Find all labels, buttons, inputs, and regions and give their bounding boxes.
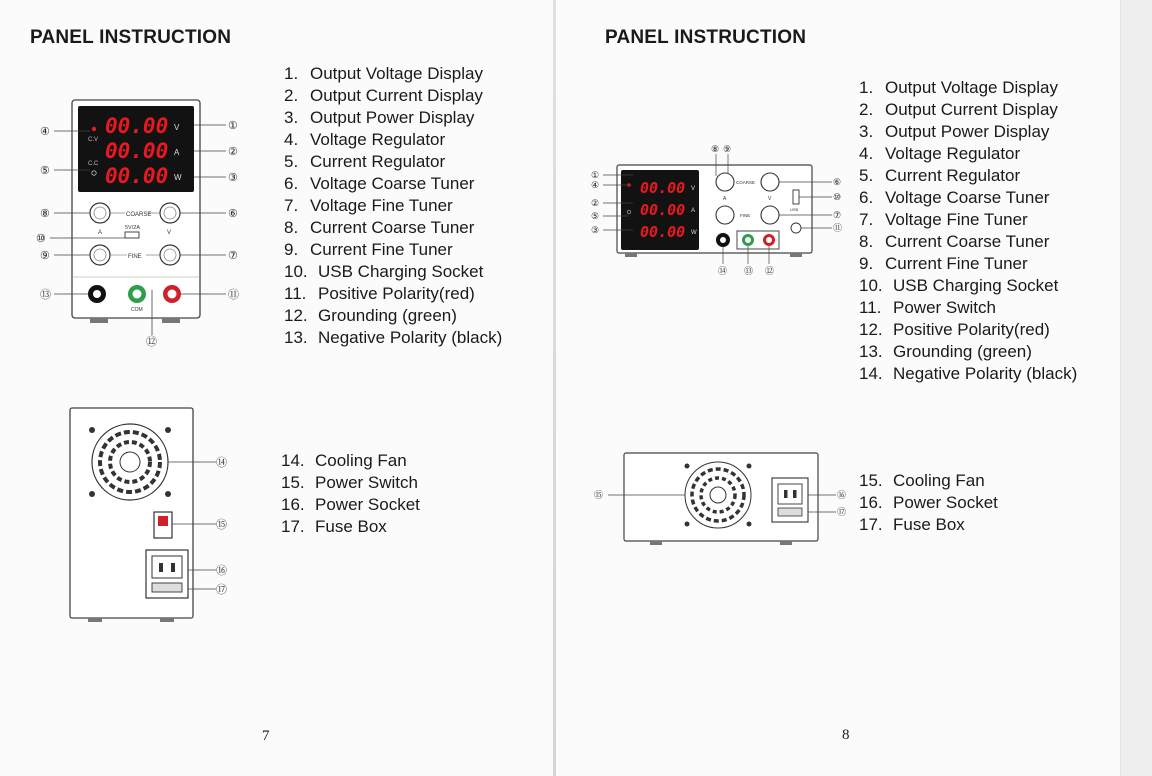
callout-5: ⑤ xyxy=(40,165,50,177)
callout-9: ⑨ xyxy=(40,250,50,262)
list-item: 4. Voltage Regulator xyxy=(284,130,446,149)
unit-v: V xyxy=(174,123,180,132)
callout-7: ⑦ xyxy=(228,250,238,262)
list-item: 5. Current Regulator xyxy=(859,166,1021,185)
callout-16: ⑯ xyxy=(837,490,847,500)
callout-14: ⑭ xyxy=(216,457,227,469)
list-item: 4. Voltage Regulator xyxy=(859,144,1021,163)
callout-12: ⑫ xyxy=(146,336,157,348)
callout-3: ③ xyxy=(228,172,238,184)
current-fine-knob xyxy=(90,245,110,265)
callout-7: ⑦ xyxy=(833,210,842,220)
callout-17: ⑰ xyxy=(216,584,227,596)
list-item: 17. Fuse Box xyxy=(859,515,965,534)
power-display: 00.00 xyxy=(105,164,169,188)
list-item: 15. Power Switch xyxy=(281,473,418,492)
list-item: 3. Output Power Display xyxy=(284,108,475,127)
list-item: 11. Power Switch xyxy=(859,298,996,317)
list-item: 2. Output Current Display xyxy=(284,86,483,105)
list-item: 1. Output Voltage Display xyxy=(284,64,483,83)
callout-1: ① xyxy=(591,170,600,180)
left-page-heading: PANEL INSTRUCTION xyxy=(30,27,232,48)
callout-6: ⑥ xyxy=(228,208,238,220)
list-item: 15. Cooling Fan xyxy=(859,471,985,490)
voltage-coarse-knob xyxy=(160,203,180,223)
a-label: A xyxy=(723,196,727,202)
cv-label: C.V xyxy=(88,137,99,143)
callout-1: ① xyxy=(228,120,238,132)
callout-16: ⑯ xyxy=(216,565,227,577)
cooling-fan-icon xyxy=(685,462,752,528)
callout-8: ⑧ xyxy=(711,144,720,154)
com-label: COM xyxy=(131,307,143,313)
left-back-parts-list xyxy=(281,450,420,538)
left-front-panel-diagram xyxy=(30,95,245,350)
right-back-parts-list xyxy=(859,470,998,536)
right-front-parts-list xyxy=(859,77,1077,385)
list-item: 6. Voltage Coarse Tuner xyxy=(284,174,475,193)
cv-indicator xyxy=(92,127,96,131)
callout-14: ⑭ xyxy=(718,266,728,276)
list-item: 8. Current Coarse Tuner xyxy=(284,218,475,237)
list-item: 13. Grounding (green) xyxy=(859,342,1032,361)
unit-a: A xyxy=(174,148,180,157)
current-display: 00.00 xyxy=(640,201,686,219)
callout-15: ⑮ xyxy=(594,490,604,500)
callout-9: ⑨ xyxy=(723,144,732,154)
list-item: 10. USB Charging Socket xyxy=(284,262,484,281)
list-item: 1. Output Voltage Display xyxy=(859,78,1058,97)
list-item: 14. Cooling Fan xyxy=(281,451,407,470)
usb-label: 5V/2A xyxy=(125,225,140,231)
list-item: 17. Fuse Box xyxy=(281,517,387,536)
fine-label: FINE xyxy=(740,213,751,218)
usb-label: USB xyxy=(790,207,799,212)
usb-socket xyxy=(125,232,139,238)
list-item: 12. Grounding (green) xyxy=(284,306,457,325)
list-item: 16. Power Socket xyxy=(281,495,420,514)
left-page-number: 7 xyxy=(262,728,270,744)
callout-17: ⑰ xyxy=(837,507,847,517)
callout-5: ⑤ xyxy=(591,211,600,221)
current-coarse-knob xyxy=(90,203,110,223)
right-page-number: 8 xyxy=(842,727,850,743)
v-label: V xyxy=(167,230,172,236)
list-item: 8. Current Coarse Tuner xyxy=(859,232,1050,251)
power-switch-icon xyxy=(791,223,801,233)
unit-a: A xyxy=(691,208,696,214)
list-item: 9. Current Fine Tuner xyxy=(284,240,453,259)
callout-12: ⑫ xyxy=(765,266,775,276)
power-display: 00.00 xyxy=(640,223,686,241)
callout-6: ⑥ xyxy=(833,177,842,187)
list-item: 6. Voltage Coarse Tuner xyxy=(859,188,1050,207)
current-display: 00.00 xyxy=(105,139,169,163)
list-item: 12. Positive Polarity(red) xyxy=(859,320,1050,339)
list-item: 10. USB Charging Socket xyxy=(859,276,1059,295)
list-item: 7. Voltage Fine Tuner xyxy=(284,196,453,215)
current-fine-knob xyxy=(716,206,734,224)
list-item: 7. Voltage Fine Tuner xyxy=(859,210,1028,229)
callout-11: ⑪ xyxy=(833,223,843,233)
list-item: 5. Current Regulator xyxy=(284,152,446,171)
left-back-panel-diagram xyxy=(60,400,240,625)
callout-4: ④ xyxy=(591,180,600,190)
voltage-display: 00.00 xyxy=(105,114,169,138)
list-item: 14. Negative Polarity (black) xyxy=(859,364,1078,383)
fuse-box-icon xyxy=(778,508,802,516)
fuse-box-icon xyxy=(152,583,182,592)
a-label: A xyxy=(98,230,103,236)
callout-10: ⑩ xyxy=(36,233,46,245)
right-front-panel-diagram xyxy=(585,140,855,280)
list-item: 9. Current Fine Tuner xyxy=(859,254,1028,273)
fine-label: FINE xyxy=(128,254,142,260)
callout-10: ⑩ xyxy=(833,192,842,202)
voltage-fine-knob xyxy=(160,245,180,265)
cc-label: C.C xyxy=(88,161,99,167)
page-edge xyxy=(1120,0,1152,776)
right-back-panel-diagram xyxy=(590,448,855,553)
callout-4: ④ xyxy=(40,126,50,138)
right-page-heading: PANEL INSTRUCTION xyxy=(605,27,807,48)
callout-2: ② xyxy=(228,146,238,158)
unit-w: W xyxy=(174,173,182,182)
voltage-coarse-knob xyxy=(761,173,779,191)
callout-3: ③ xyxy=(591,225,600,235)
coarse-label: COARSE xyxy=(736,180,756,185)
callout-13: ⑬ xyxy=(40,289,51,301)
list-item: 11. Positive Polarity(red) xyxy=(284,284,475,303)
v-label: V xyxy=(768,196,772,202)
callout-8: ⑧ xyxy=(40,208,50,220)
list-item: 13. Negative Polarity (black) xyxy=(284,328,503,347)
current-coarse-knob xyxy=(716,173,734,191)
list-item: 2. Output Current Display xyxy=(859,100,1058,119)
callout-2: ② xyxy=(591,198,600,208)
coarse-label: COARSE xyxy=(126,212,152,218)
voltage-fine-knob xyxy=(761,206,779,224)
callout-13: ⑬ xyxy=(744,266,754,276)
voltage-display: 00.00 xyxy=(640,179,686,197)
unit-v: V xyxy=(691,186,696,192)
callout-11: ⑪ xyxy=(228,289,239,301)
usb-socket xyxy=(793,190,799,204)
left-front-parts-list xyxy=(284,63,502,349)
list-item: 3. Output Power Display xyxy=(859,122,1050,141)
unit-w: W xyxy=(691,230,697,236)
callout-15: ⑮ xyxy=(216,519,227,531)
list-item: 16. Power Socket xyxy=(859,493,998,512)
